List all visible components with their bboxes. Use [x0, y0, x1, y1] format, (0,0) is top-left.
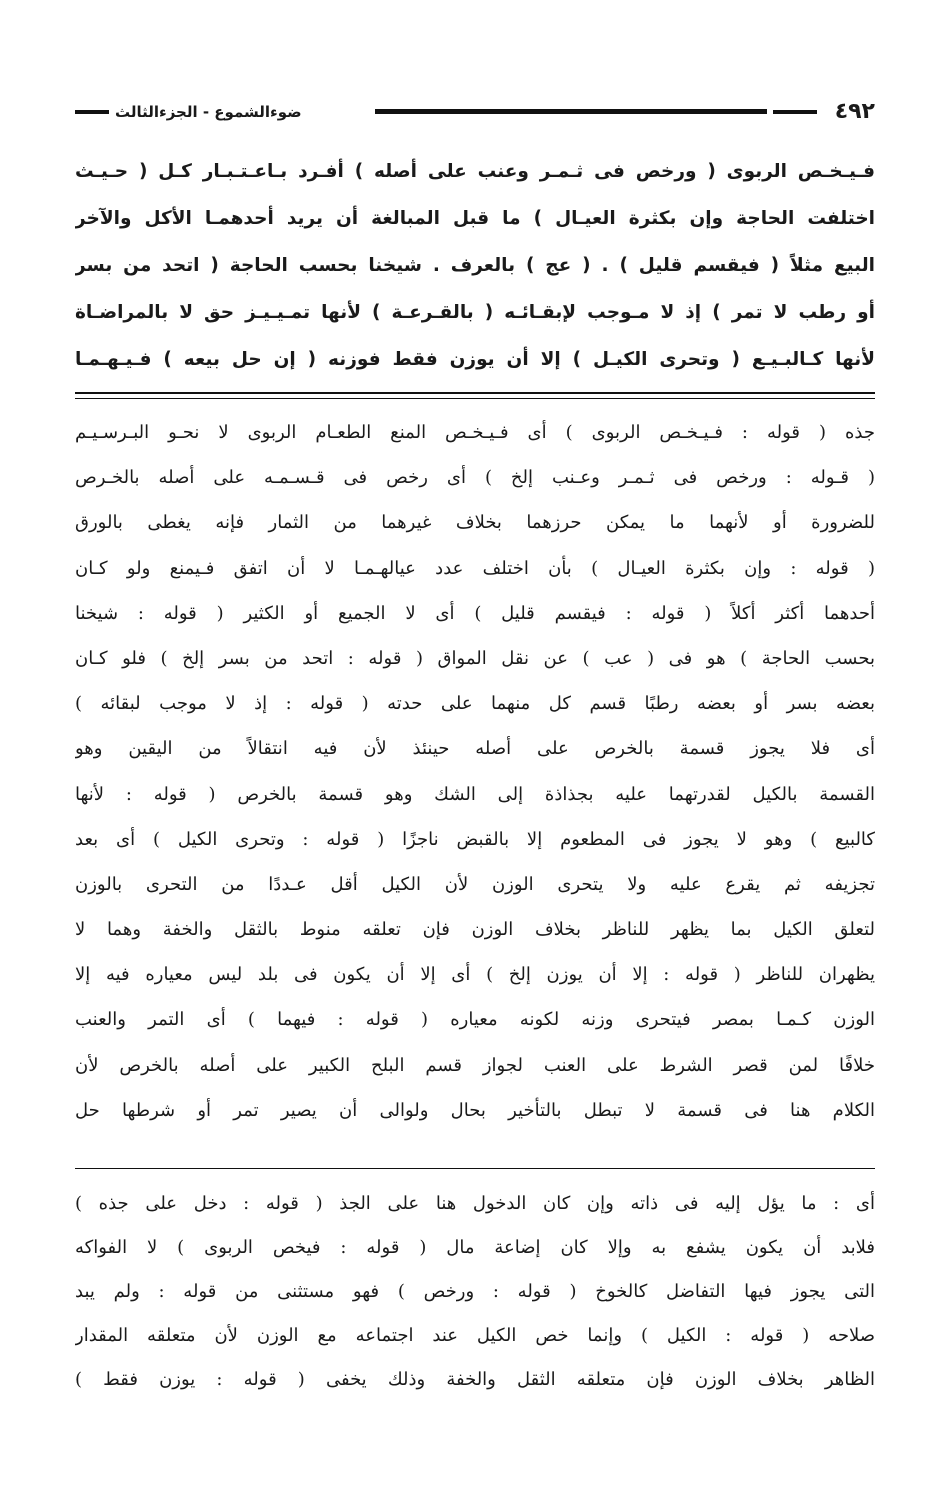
main-text-line: لأنها كـالبـيـع ( وتحرى الكيـل ) إلا أن يوزن فقط فوزنه ( إن حل بيعه ) فـيـهـمـا [75, 349, 875, 370]
commentary-line: الوزن كـمـا بمصر فيتحرى وزنه لكونه معياره ( قوله : فيهما ) أى التمر والعنب [75, 1009, 875, 1031]
footnote-line: فلابد أن يكون يشفع به وإلا كان إضاعة مال ( قوله : فيخص الربوى ) لا الفواكه [75, 1237, 875, 1258]
running-header [75, 92, 875, 132]
commentary-line: كالبيع ) وهو لا يجوز فى المطعوم إلا بالقبض ناجزًا ( قوله : وتحرى الكيل ) أى بعد [75, 828, 875, 850]
commentary-line: القسمة بالكيل لقدرتهما عليه بجذاذة إلى الشك وهو قسمة بالخرص ( قوله : لأنها [75, 783, 875, 805]
page-number: ٤٩٢ [834, 99, 875, 124]
commentary-line: الكلام هنا فى قسمة لا تبطل بالتأخير بحال ولوالى أن يصير تمر أو شرطها حل [75, 1099, 875, 1121]
commentary-line: لتعلق الكيل بما يظهر للناظر بخلاف الوزن فإن تعلقه منوط بالثقل والخفة وهما لا [75, 919, 875, 941]
commentary-line: بحسب الحاجة ) هو فى ( عب ) عن نقل المواق ( قوله : اتحد من بسر إلخ ) فلو كـان [75, 647, 875, 669]
commentary-line: ( قـوله : ورخص فى ثـمـر وعـنب إلخ ) أى رخص فى قـسـمـه على أصله بالخـرص [75, 467, 875, 489]
footnote-divider [75, 1168, 875, 1169]
header-dash [773, 110, 817, 114]
commentary-line: تجزيفه ثم يقرع عليه ولا يتحرى الوزن لأن الكيل أقل عـددًا من التحرى بالوزن [75, 873, 875, 895]
footnote-line: أى : ما يؤل إليه فى ذاته وإن كان الدخول هنا على الجذ ( قوله : دخل على جذه ) [75, 1193, 875, 1214]
footnote-line: صلاحه ( قوله : الكيل ) وإنما خص الكيل عند اجتماعه مع الوزن لأن متعلقه المقدار [75, 1325, 875, 1346]
commentary-line: جذه ( قوله : فـيـخـص الربوى ) أى فـيـخـص المنع الطعـام الربوى لا نحـو البـرسـيـم [75, 422, 875, 443]
commentary-block [75, 410, 875, 1133]
main-text-block [75, 148, 875, 383]
section-divider [75, 392, 875, 399]
header-title: ضوءالشموع - الجزءالثالث [115, 103, 302, 121]
footnote-line: الظاهر بخلاف الوزن فإن متعلقه الثقل والخفة وذلك يخفى ( قوله : يوزن فقط ) [75, 1369, 875, 1390]
commentary-line: للضرورة أو لأنهما ما يمكن حرزهما بخلاف غيرهما من الثمار فإنه يغطى بالورق [75, 512, 875, 534]
commentary-line: خلافًا لمن قصر الشرط على العنب لجواز قسم البلح الكبير على أصله بالخرص لأن [75, 1054, 875, 1076]
main-text-line: أو رطب لا تمر ) إذ لا مـوجب لإبقـائـه ( بالقـرعـة ) لأنها تمـيـيـز حق لا بالمراضـاة [75, 302, 875, 323]
main-text-line: البيع مثلاً ( فيقسم قليل ) . ( عج ) بالعرف . شيخنا بحسب الحاجة ( اتحد من بسر [75, 255, 875, 276]
header-rule [375, 109, 767, 114]
commentary-line: يظهران للناظر ( قوله : إلا أن يوزن إلخ ) أى إلا أن يكون فى بلد ليس معياره فيه إلا [75, 964, 875, 986]
main-text-line: اختلفت الحاجة وإن بكثرة العيـال ) ما قبل المبالغة أن يريد أحدهمـا الأكل والآخر [75, 208, 875, 229]
header-dash [75, 110, 109, 114]
commentary-line: بعضه بسر أو بعضه رطبًا قسم كل منهما على حدته ( قوله : إذ لا موجب لبقائه ) [75, 693, 875, 715]
footnote-block [75, 1182, 875, 1402]
footnote-line: التى يجوز فيها التفاضل كالخوخ ( قوله : ورخص ) فهو مستثنى من قوله : ولم يبد [75, 1281, 875, 1302]
main-text-line: فـيـخـص الربوى ( ورخص فى ثـمـر وعنب على أصله ) أفـرد بـاعـتـبـار كـل ( حـيـث [75, 161, 875, 182]
commentary-line: أحدهما أكثر أكلاً ( قوله : فيقسم قليل ) أى لا الجميع أو الكثير ( قوله : شيخنا [75, 602, 875, 624]
commentary-line: ( قوله : وإن بكثرة العيـال ) بأن اختلف عدد عيالهـمـا لا أن اتفق فـيمنع ولو كـان [75, 557, 875, 579]
commentary-line: أى فلا يجوز قسمة بالخرص على أصله حينئذ لأن فيه انتقالاً من اليقين وهو [75, 738, 875, 760]
